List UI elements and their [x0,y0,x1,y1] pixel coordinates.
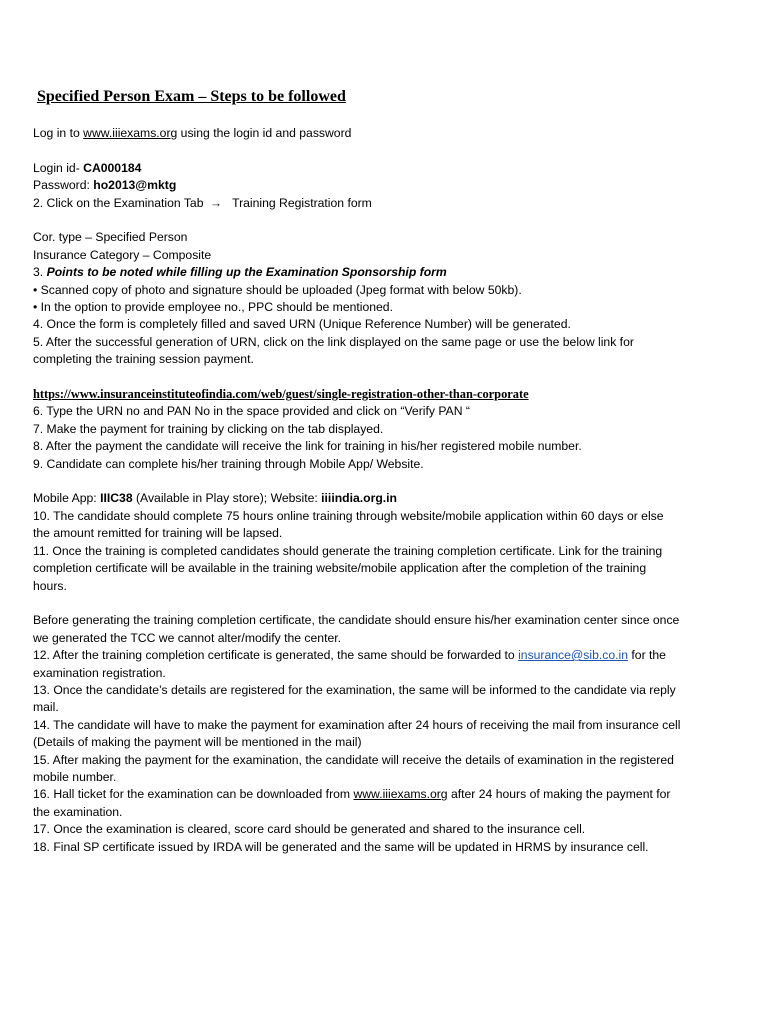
step-8: 8. After the payment the candidate will receive the link for training in his/her registered mobile number. [33,439,582,454]
step-18: 18. Final SP certificate issued by IRDA will be generated and the same will be updated in HRMS by insurance cell. [33,839,649,854]
step-3-number: 3. [33,265,47,280]
login-id-label: Login id- [33,160,84,175]
registration-url-line [33,386,753,403]
step-16-line-1 [33,786,753,803]
login-intro-suffix: using the login id and password [177,126,352,140]
note-line-2: we generated the TCC we cannot alter/modify the center. [33,630,342,645]
mobile-app-name: IIIC38 [100,491,133,506]
step-6: 6. Type the URN no and PAN No in the space provided and click on “Verify PAN “ [33,404,470,419]
step-14-line-2: (Details of making the payment will be mentioned in the mail) [33,735,362,750]
step-14-line-1: 14. The candidate will have to make the payment for examination after 24 hours of receiving the mail from insurance cell [33,717,681,732]
website-name: iiiindia.org.in [321,491,397,506]
step-9: 9. Candidate can complete his/her training through Mobile App/ Website. [33,456,424,471]
step-10-line-1: 10. The candidate should complete 75 hours online training through website/mobile application within 60 days or else [33,508,664,523]
login-id-value: CA000184 [83,160,142,175]
document-title: Specified Person Exam – Steps to be followed [37,88,346,105]
mobile-app-prefix: Mobile App: [33,491,101,506]
step-7: 7. Make the payment for training by clicking on the tab displayed. [33,421,384,436]
password-value: ho2013@mktg [93,178,177,193]
step-13-line-1: 13. Once the candidate’s details are registered for the examination, the same will be informed to the candidate via reply [33,682,676,697]
step-2-target: Training Registration form [232,195,372,210]
step-4: 4. Once the form is completely filled and saved URN (Unique Reference Number) will be generated. [33,317,571,332]
password-line [33,177,753,194]
login-intro-line [33,125,753,142]
note-line-1: Before generating the training completion certificate, the candidate should ensure his/her examination center since once [33,613,680,628]
insurance-category: Insurance Category – Composite [33,247,212,262]
step-12-suffix: for the [628,648,666,663]
step-12-line-1 [33,647,753,664]
document-body [33,125,753,856]
step-11-line-1: 11. Once the training is completed candidates should generate the training completion certificate. Link for the training [33,543,663,558]
step-10-line-2: the amount remitted for training will be lapsed. [33,526,283,541]
mobile-app-middle: (Available in Play store); Website: [132,491,322,506]
email-link[interactable]: insurance@sib.co.in [518,648,629,663]
mobile-app-line [33,490,753,507]
step-2-text: 2. Click on the Examination Tab [33,195,204,210]
step-3 [33,264,753,281]
bullet-employee-no: • In the option to provide employee no., PPC should be mentioned. [33,300,393,315]
step-17: 17. Once the examination is cleared, score card should be generated and shared to the insurance cell. [33,822,586,837]
bullet-photo: • Scanned copy of photo and signature should be uploaded (Jpeg format with below 50kb). [33,282,522,297]
login-id-line [33,160,753,177]
step-11-line-2: completion certificate will be available in the training website/mobile application after the completion of the training [33,561,647,576]
password-label: Password: [33,178,94,193]
step-2 [33,195,753,212]
hall-ticket-link[interactable]: www.iiiexams.org [353,787,448,802]
step-5-line-2: completing the training session payment. [33,352,254,367]
cor-type: Cor. type – Specified Person [33,230,188,245]
step-5-line-1: 5. After the successful generation of URN, click on the link displayed on the same page or use the below link for [33,334,634,349]
iiiexams-link[interactable]: www.iiiexams.org [83,126,178,140]
registration-link[interactable]: https://www.insuranceinstituteofindia.com/web/guest/single-registration-other-than-corporate [33,387,529,402]
step-12-line-2: examination registration. [33,665,166,680]
step-3-heading: Points to be noted while filling up the Examination Sponsorship form [46,265,447,280]
step-11-line-3: hours. [33,578,67,593]
step-15-line-1: 15. After making the payment for the examination, the candidate will receive the details of examination in the registered [33,752,674,767]
step-16-prefix: 16. Hall ticket for the examination can be downloaded from [33,787,354,802]
step-12-prefix: 12. After the training completion certificate is generated, the same should be forwarded to [33,648,519,663]
step-16-suffix: after 24 hours of making the payment for [447,787,671,802]
login-intro-prefix: Log in to [33,126,84,140]
arrow-right-icon: → [209,195,223,210]
step-13-line-2: mail. [33,700,59,715]
step-16-line-2: the examination. [33,804,123,819]
step-15-line-2: mobile number. [33,769,117,784]
